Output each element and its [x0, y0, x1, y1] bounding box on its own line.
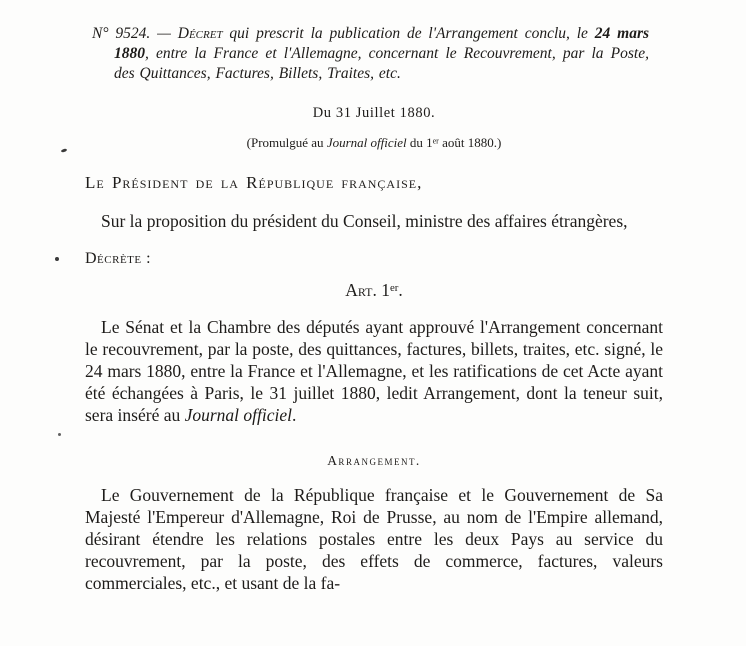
ordinal-superscript: er [389, 282, 399, 295]
decree-number: N° 9524. — [92, 25, 178, 42]
article-1-heading [85, 280, 663, 301]
arrangement-heading: Arrangement. [327, 453, 421, 468]
article-body-text-2: . [292, 405, 297, 425]
text-column [85, 24, 663, 594]
proposition-paragraph: Sur la proposition du président du Conseil, ministre des affaires étrangères, [101, 211, 628, 231]
article-heading-end: . [398, 280, 403, 300]
headnote-date-bold: 24 mars 1880 [114, 25, 650, 62]
scan-mark [55, 257, 59, 261]
decree-headnote [92, 24, 649, 84]
scan-mark [61, 148, 68, 153]
promulgation-text-3: août 1880.) [438, 135, 502, 150]
promulgation-line [85, 135, 663, 151]
journal-officiel-ref: Journal officiel [326, 135, 407, 150]
decree-date-line: Du 31 Juillet 1880. [312, 105, 436, 121]
decrete-line: Décrète : [85, 250, 152, 267]
article-1-body [85, 316, 663, 426]
article-body-text-1: Le Sénat et la Chambre des députés ayant approuvé l'Arrangement concernant le recouvrement, par la poste, des quittances, factures, billets, traites, etc. signé, le 24 mars 1880, entre la France et l'Allemagne, et les ratifications de cet Acte ayant été échangées à Paris, le 31 juillet 1880, ledit Arrangement, dont la teneur suit, sera inséré au [85, 317, 663, 425]
promulgation-text-2: du 1 [406, 135, 433, 150]
headnote-text-1: qui prescrit la publication de l'Arrangement conclu, le [222, 25, 595, 42]
scan-mark [58, 433, 61, 436]
journal-officiel-ref: Journal officiel [184, 405, 293, 425]
president-line: Le Président de la République française, [85, 173, 423, 192]
article-heading-main: Art. 1 [345, 280, 390, 300]
ordinal-superscript: er [432, 136, 439, 146]
headnote-text-2: , entre la France et l'Allemagne, concernant le Recouvrement, par la Poste, des Quittances, Factures, Billets, Traites, etc. [114, 45, 649, 82]
decree-word: Décret [177, 25, 223, 42]
arrangement-preamble-paragraph: Le Gouvernement de la République française et le Gouvernement de Sa Majesté l'Empereur d'Allemagne, Roi de Prusse, au nom de l'Empire allemand, désirant étendre les relations postales entre les deux Pays au service du recouvrement, par la poste, des effets de commerce, factures, valeurs commerciales, etc., et usant de la fa- [85, 485, 663, 593]
promulgation-text-1: (Promulgué au [246, 135, 327, 150]
